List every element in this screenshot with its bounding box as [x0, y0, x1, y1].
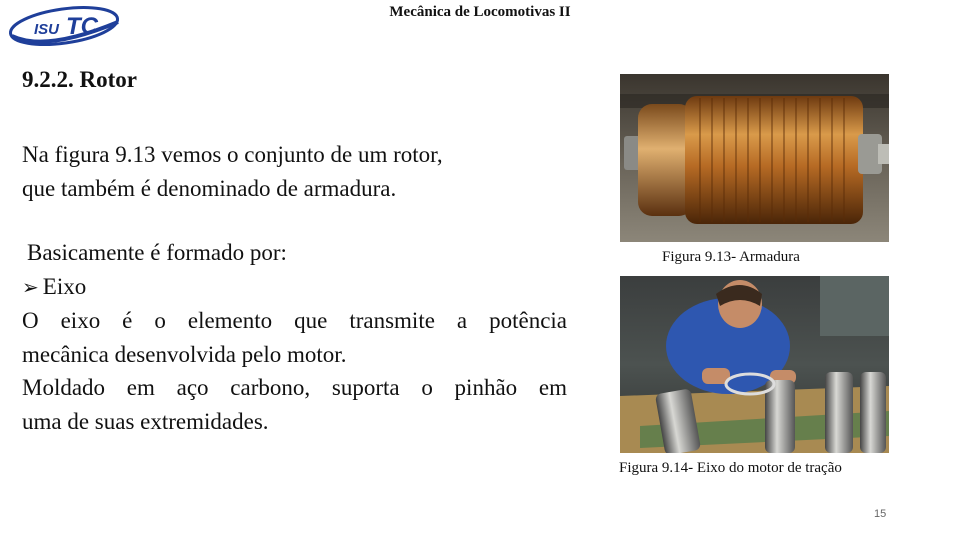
motor-shaft-photo — [620, 276, 889, 453]
body-line: mecânica desenvolvida pelo motor. — [22, 341, 347, 367]
intro-line: Na figura 9.13 vemos o conjunto de um rotor, — [22, 142, 443, 167]
figure-caption: Figura 9.14- Eixo do motor de tração — [619, 460, 842, 476]
bullet-item — [22, 270, 567, 305]
header-title: Mecânica de Locomotivas II — [389, 4, 571, 20]
composition-block — [22, 236, 567, 438]
page-number: 15 — [874, 508, 887, 520]
svg-text:TC: TC — [66, 13, 98, 40]
body-line: uma de suas extremidades. — [22, 408, 269, 434]
svg-text:ISU: ISU — [34, 21, 60, 38]
bullet-text: Eixo — [42, 273, 87, 299]
rotor-armature-photo — [620, 74, 889, 242]
composition-intro: Basicamente é formado por: — [27, 240, 287, 265]
intro-line: que também é denominado de armadura. — [22, 176, 397, 201]
arrow-bullet-icon: ➢ — [22, 274, 39, 299]
section-title: 9.2.2. Rotor — [22, 67, 137, 92]
body-line: Moldado em aço carbono, suporta o pinhão em — [22, 375, 567, 400]
body-line: O eixo é o elemento que transmite a potência — [22, 308, 567, 333]
figure-caption: Figura 9.13- Armadura — [662, 249, 800, 265]
intro-paragraph — [22, 138, 582, 206]
